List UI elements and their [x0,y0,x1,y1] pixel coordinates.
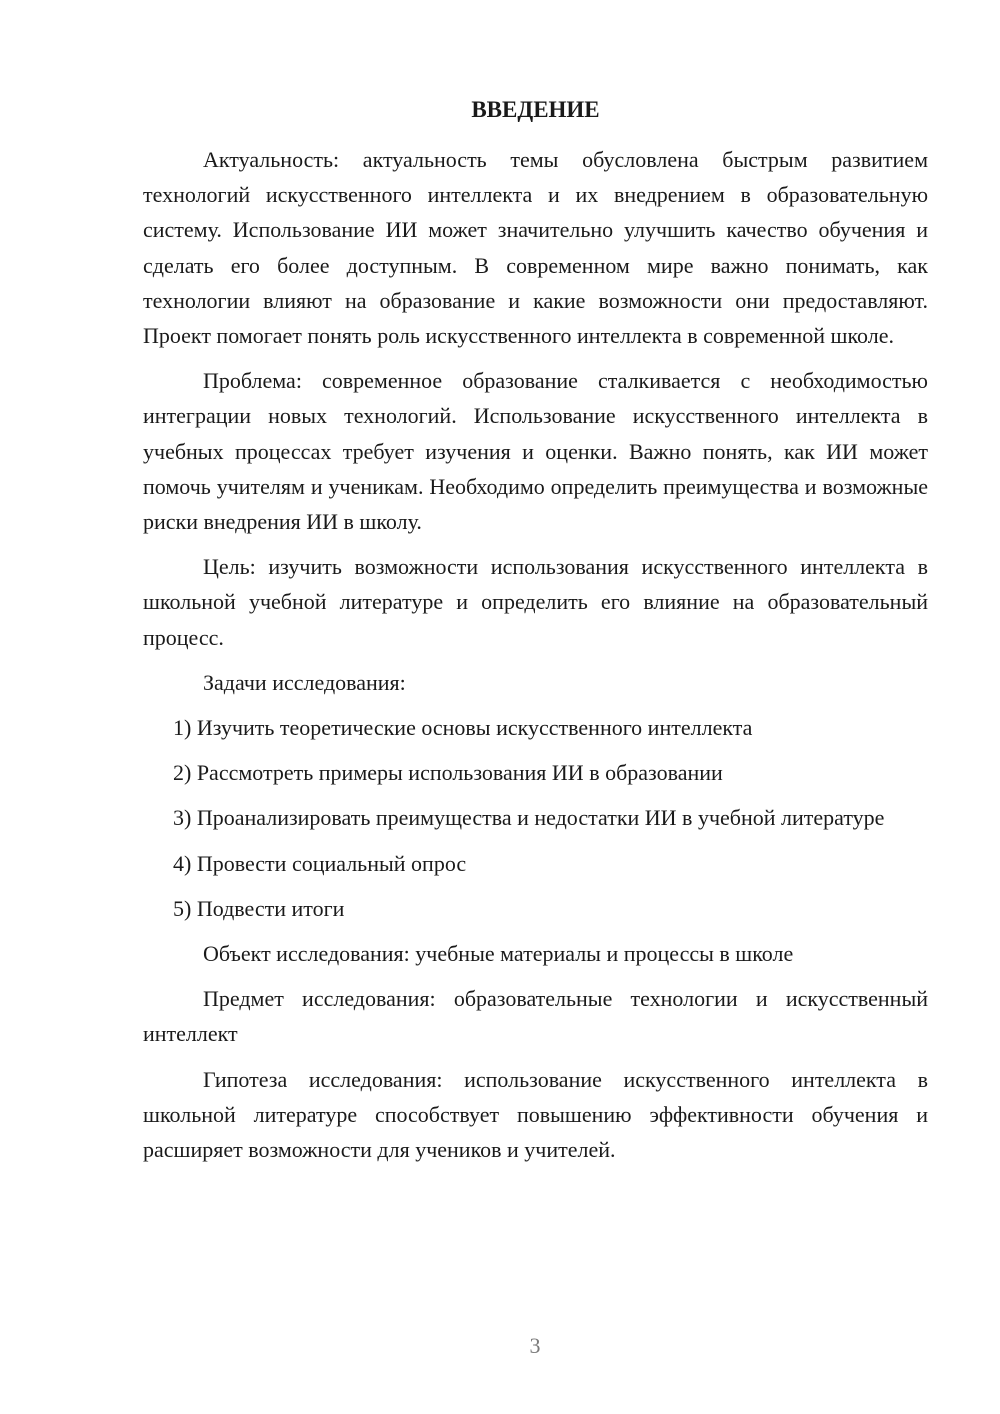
list-item: 4) Провести социальный опрос [173,850,467,876]
list-item: 3) Проанализировать преимущества и недостатки ИИ в учебной литературе [173,805,885,831]
paragraph-goal: Цель: изучить возможности использования искусственного интеллекта в школьной учебной литературе и определить его влияние на образовательный процесс. [143,554,928,650]
tasks-heading: Задачи исследования: [203,669,406,695]
paragraph-hypothesis: Гипотеза исследования: использование искусственного интеллекта в школьной литературе способствует повышению эффективности обучения и расширяет возможности для учеников и учителей. [143,1066,928,1163]
paragraph-object: Объект исследования: учебные материалы и процессы в школе [203,941,794,967]
page-title: ВВЕДЕНИЕ [471,97,600,122]
paragraph-problem: Проблема: современное образование сталкивается с необходимостью интеграции новых технологий. Использование искусственного интеллекта в учебных процессах требует изучения и оценки. Важно понять, как ИИ может помочь учителям и ученикам. Необходимо определить преимущества и возможные риски внедрения ИИ в школу. [143,368,928,535]
document-page [143,92,928,1177]
paragraph-subject: Предмет исследования: образовательные технологии и искусственный интеллект [143,986,928,1047]
list-item: 5) Подвести итоги [173,895,345,921]
list-item: 1) Изучить теоретические основы искусственного интеллекта [173,715,753,741]
list-item: 2) Рассмотреть примеры использования ИИ в образовании [173,760,723,786]
paragraph-relevance: Актуальность: актуальность темы обусловлена быстрым развитием технологий искусственного интеллекта и их внедрением в образовательную систему. Использование ИИ может значительно улучшить качество обучения и сделать его более доступным. В современном мире важно понимать, как технологии влияют на образование и какие возможности они предоставляют. Проект помогает понять роль искусственного интеллекта в современной школе. [143,147,928,349]
tasks-list [143,710,928,926]
page-number: 3 [529,1333,541,1358]
